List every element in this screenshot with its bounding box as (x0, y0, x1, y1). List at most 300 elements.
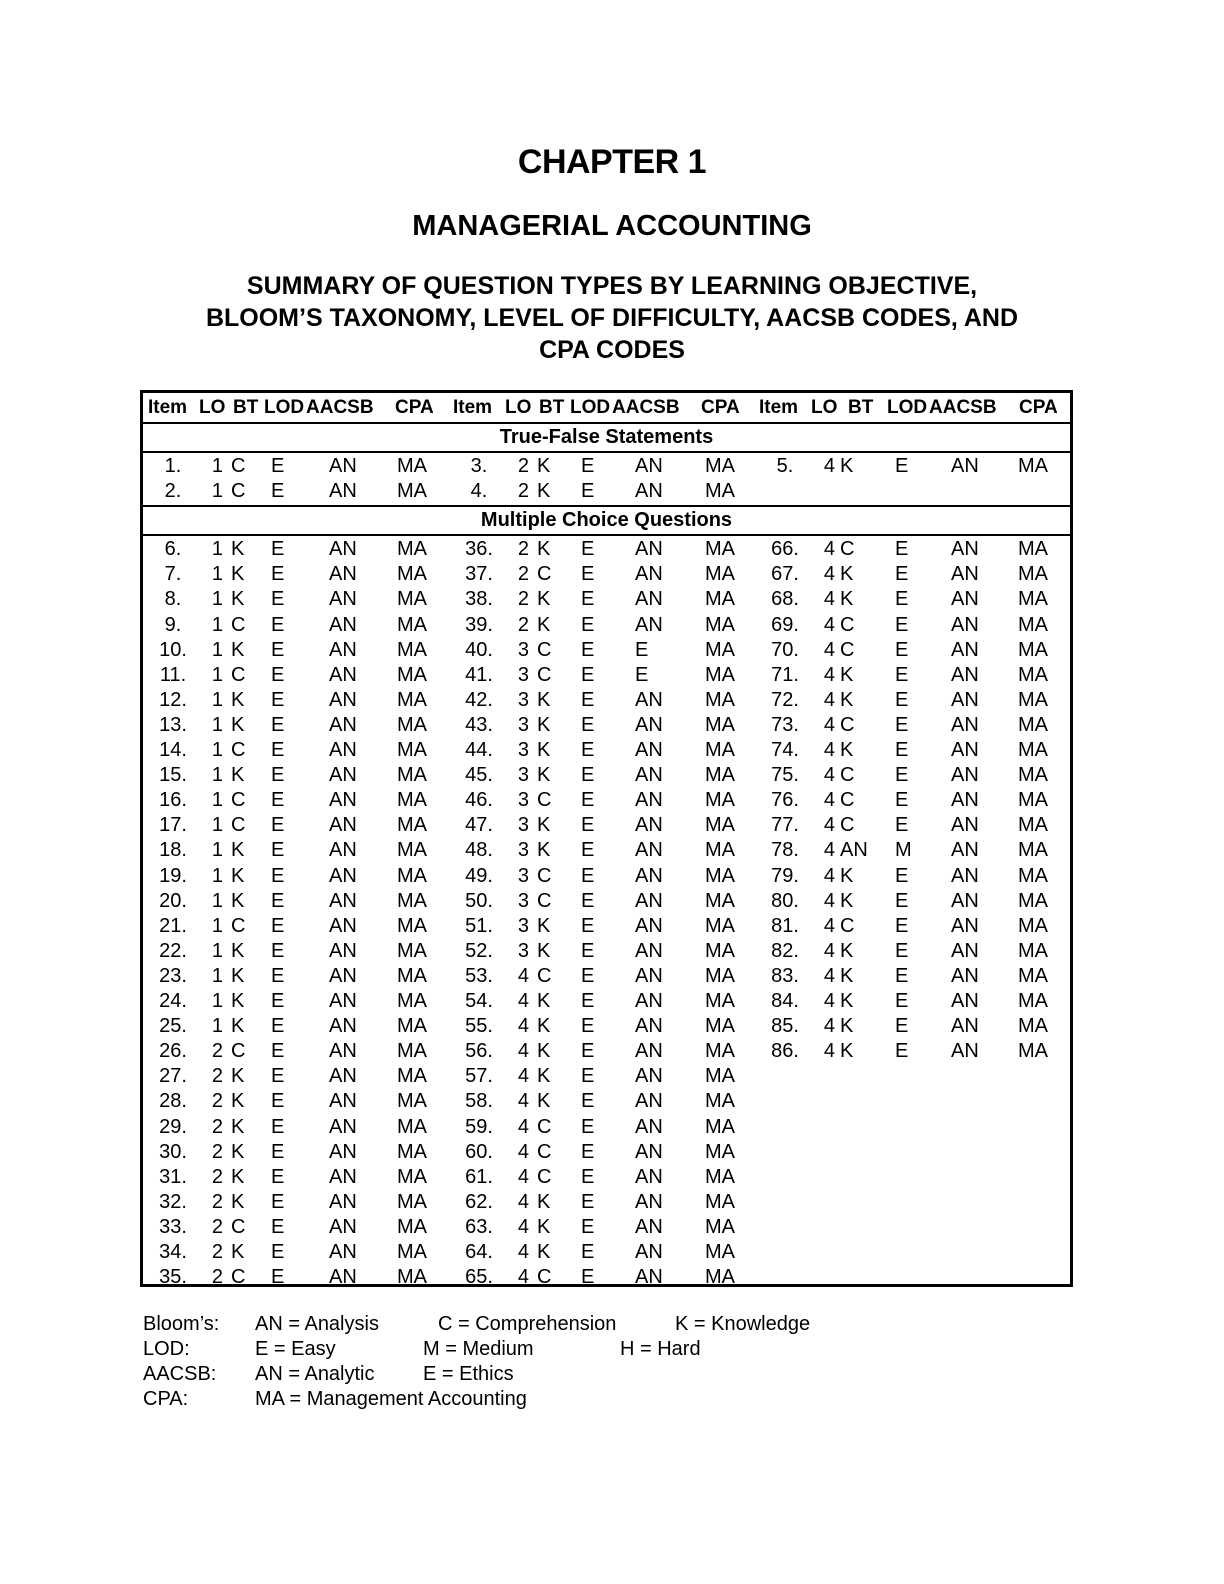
legend-item: E = Easy (255, 1338, 336, 1360)
cell-lo: 4 (517, 1266, 529, 1289)
cell-aacsb: AN (329, 1015, 357, 1038)
cell-bt: C (537, 663, 552, 686)
cell-lo: 4 (823, 1040, 835, 1063)
cell-lod: E (581, 480, 595, 503)
cell-bt: C (231, 1040, 246, 1063)
cell-bt: K (537, 1090, 551, 1113)
cell-lo: 4 (517, 1190, 529, 1213)
table-row (143, 813, 1070, 838)
table-row (143, 663, 1070, 688)
table-row (143, 738, 1070, 763)
cell-bt: K (840, 889, 854, 912)
cell-aacsb: AN (635, 1215, 663, 1238)
cell-lo: 1 (211, 814, 223, 837)
cell-aacsb: AN (951, 663, 979, 686)
cell-aacsb: AN (329, 663, 357, 686)
cell-lod: E (895, 964, 909, 987)
cell-cpa: MA (397, 1241, 427, 1263)
cell-aacsb: AN (329, 914, 357, 937)
cell-aacsb: AN (635, 538, 663, 561)
cell-aacsb: AN (635, 563, 663, 586)
column-header-cpa: CPA (701, 397, 740, 418)
cell-lo: 1 (211, 889, 223, 912)
cell-lod: E (271, 1165, 285, 1188)
cell-aacsb: AN (329, 1165, 357, 1188)
cell-cpa: MA (397, 764, 427, 787)
cell-bt: K (537, 939, 551, 962)
table-row (143, 864, 1070, 889)
cell-item: 51. (465, 914, 493, 937)
cell-item: 3. (470, 455, 488, 477)
cell-lo: 4 (823, 638, 835, 661)
cell-aacsb: AN (951, 764, 979, 787)
summary-line: SUMMARY OF QUESTION TYPES BY LEARNING OBJECTIVE, (246, 272, 978, 300)
cell-lod: E (271, 939, 285, 962)
column-header-bt: BT (539, 397, 565, 418)
cell-lod: E (581, 1190, 595, 1213)
table-row (143, 1240, 1070, 1265)
cell-aacsb: AN (635, 588, 663, 611)
cell-lo: 3 (517, 914, 529, 937)
cell-lod: E (581, 939, 595, 962)
cell-item: 43. (465, 713, 493, 736)
cell-bt: C (537, 1165, 552, 1188)
cell-bt: C (537, 789, 552, 812)
cell-item: 10. (159, 638, 187, 661)
cell-aacsb: AN (635, 914, 663, 937)
cell-item: 50. (465, 889, 493, 912)
cell-bt: C (231, 1215, 246, 1238)
cell-bt: K (231, 588, 245, 611)
cell-cpa: MA (705, 538, 735, 561)
cell-lo: 4 (823, 764, 835, 787)
cell-lod: E (895, 613, 909, 636)
cell-item: 39. (465, 613, 493, 636)
cell-lod: E (895, 638, 909, 661)
column-header-item: Item (759, 397, 799, 418)
cell-lo: 2 (211, 1115, 223, 1138)
cell-cpa: MA (705, 990, 735, 1012)
cell-item: 66. (771, 538, 799, 561)
cell-lo: 4 (823, 1015, 835, 1038)
cell-cpa: MA (705, 1140, 735, 1163)
cell-bt: K (840, 1040, 854, 1063)
cell-bt: K (840, 1015, 854, 1038)
column-header-lod: LOD (264, 397, 305, 418)
summary-heading (0, 270, 1224, 366)
cell-item: 19. (159, 864, 187, 887)
cell-cpa: MA (705, 1115, 735, 1138)
cell-cpa: MA (1018, 1040, 1048, 1063)
cell-lo: 1 (211, 914, 223, 937)
cell-aacsb: AN (329, 563, 357, 586)
cell-item: 8. (164, 588, 182, 611)
cell-aacsb: AN (951, 638, 979, 661)
cell-aacsb: AN (951, 1040, 979, 1063)
cell-lod: E (581, 889, 595, 912)
cell-cpa: MA (1018, 939, 1048, 962)
cell-item: 12. (159, 688, 187, 711)
cell-cpa: MA (397, 1040, 427, 1063)
cell-lod: E (581, 1015, 595, 1038)
cell-lod: E (581, 1266, 595, 1289)
cell-lo: 1 (211, 638, 223, 661)
cell-item: 29. (159, 1115, 187, 1138)
cell-item: 27. (159, 1065, 187, 1088)
cell-item: 34. (159, 1241, 187, 1263)
cell-aacsb: AN (329, 1065, 357, 1088)
cell-lod: E (271, 864, 285, 887)
cell-lod: E (895, 814, 909, 837)
table-row (143, 889, 1070, 914)
cell-item: 78. (771, 839, 799, 862)
cell-lo: 4 (517, 1140, 529, 1163)
cell-lod: E (581, 455, 595, 477)
cell-bt: C (840, 814, 855, 837)
cell-item: 42. (465, 688, 493, 711)
cell-bt: C (840, 914, 855, 937)
cell-item: 76. (771, 789, 799, 812)
cell-aacsb: E (635, 663, 649, 686)
cell-item: 6. (164, 538, 182, 561)
column-header-lod: LOD (570, 397, 611, 418)
cell-lod: E (895, 1015, 909, 1038)
cell-cpa: MA (397, 839, 427, 862)
cell-aacsb: AN (329, 613, 357, 636)
cell-lo: 1 (211, 563, 223, 586)
cell-aacsb: AN (635, 1015, 663, 1038)
legend-item: M = Medium (423, 1338, 534, 1360)
cell-lo: 3 (517, 739, 529, 761)
cell-lod: E (895, 588, 909, 611)
cell-lo: 3 (517, 939, 529, 962)
cell-cpa: MA (1018, 538, 1048, 561)
cell-lo: 2 (517, 613, 529, 636)
table-row (143, 989, 1070, 1014)
column-header-aacsb: AACSB (612, 397, 680, 418)
cell-bt: K (840, 563, 854, 586)
table-row (143, 1140, 1070, 1165)
table-row (143, 638, 1070, 663)
cell-cpa: MA (705, 839, 735, 862)
cell-lod: E (271, 638, 285, 661)
cell-lod: E (895, 739, 909, 761)
cell-cpa: MA (397, 455, 427, 477)
cell-item: 17. (159, 814, 187, 837)
cell-bt: C (537, 1140, 552, 1163)
cell-bt: K (231, 1140, 245, 1163)
cell-item: 38. (465, 588, 493, 611)
cell-lod: E (271, 764, 285, 787)
cell-bt: C (231, 663, 246, 686)
cell-lod: E (581, 588, 595, 611)
cell-bt: C (537, 864, 552, 887)
cell-lo: 3 (517, 764, 529, 787)
cell-cpa: MA (397, 563, 427, 586)
cell-lo: 1 (211, 864, 223, 887)
cell-bt: C (537, 1266, 552, 1289)
cell-item: 26. (159, 1040, 187, 1063)
cell-cpa: MA (397, 1266, 427, 1289)
cell-item: 4. (470, 480, 488, 503)
cell-bt: K (537, 538, 551, 561)
cell-aacsb: AN (329, 1241, 357, 1263)
cell-bt: K (840, 663, 854, 686)
cell-cpa: MA (705, 1040, 735, 1063)
chapter-title: CHAPTER 1 (517, 143, 707, 181)
cell-lo: 2 (211, 1215, 223, 1238)
cell-aacsb: AN (329, 964, 357, 987)
cell-aacsb: AN (329, 638, 357, 661)
cell-item: 64. (465, 1241, 493, 1263)
cell-lo: 4 (517, 1215, 529, 1238)
cell-cpa: MA (705, 480, 735, 503)
column-header-bt: BT (848, 397, 874, 418)
cell-lod: E (271, 1040, 285, 1063)
table-header-row (143, 393, 1070, 422)
table-row (143, 1115, 1070, 1140)
cell-item: 48. (465, 839, 493, 862)
table-row (143, 763, 1070, 788)
cell-aacsb: AN (329, 739, 357, 761)
section-rule (143, 451, 1070, 453)
cell-aacsb: AN (951, 455, 979, 477)
cell-item: 81. (771, 914, 799, 937)
table-row (143, 537, 1070, 562)
cell-lod: E (271, 990, 285, 1012)
cell-aacsb: AN (635, 789, 663, 812)
cell-cpa: MA (397, 990, 427, 1012)
cell-lo: 2 (517, 538, 529, 561)
cell-aacsb: AN (951, 1015, 979, 1038)
cell-item: 75. (771, 764, 799, 787)
cell-bt: K (231, 1241, 245, 1263)
legend-item: AN = Analytic (255, 1363, 375, 1385)
table-row (143, 1190, 1070, 1215)
cell-aacsb: AN (329, 1266, 357, 1289)
cell-item: 28. (159, 1090, 187, 1113)
cell-aacsb: AN (329, 1090, 357, 1113)
cell-item: 83. (771, 964, 799, 987)
cell-aacsb: AN (951, 563, 979, 586)
cell-aacsb: AN (951, 713, 979, 736)
cell-lo: 3 (517, 839, 529, 862)
cell-aacsb: AN (635, 480, 663, 503)
column-header-lo: LO (199, 397, 226, 418)
cell-lo: 2 (211, 1266, 223, 1289)
cell-item: 47. (465, 814, 493, 837)
cell-lod: E (271, 1015, 285, 1038)
cell-bt: C (840, 764, 855, 787)
cell-lod: E (271, 588, 285, 611)
cell-item: 70. (771, 638, 799, 661)
column-header-item: Item (453, 397, 493, 418)
cell-bt: K (840, 455, 854, 477)
cell-item: 63. (465, 1215, 493, 1238)
cell-lo: 2 (211, 1065, 223, 1088)
column-header-lo: LO (811, 397, 838, 418)
cell-bt: K (537, 1040, 551, 1063)
cell-aacsb: AN (635, 864, 663, 887)
legend-label: Bloom’s: (143, 1313, 220, 1335)
cell-cpa: MA (397, 939, 427, 962)
cell-lod: E (271, 1090, 285, 1113)
cell-lod: E (895, 889, 909, 912)
cell-cpa: MA (705, 739, 735, 761)
cell-lo: 2 (211, 1040, 223, 1063)
cell-item: 13. (159, 713, 187, 736)
cell-bt: AN (840, 839, 868, 862)
cell-cpa: MA (705, 1015, 735, 1038)
cell-cpa: MA (705, 663, 735, 686)
column-header-cpa: CPA (395, 397, 434, 418)
cell-cpa: MA (397, 713, 427, 736)
cell-bt: C (231, 1266, 246, 1289)
subject-title: MANAGERIAL ACCOUNTING (412, 210, 812, 242)
cell-item: 16. (159, 789, 187, 812)
cell-aacsb: AN (635, 839, 663, 862)
cell-lo: 4 (823, 739, 835, 761)
cell-lod: E (271, 663, 285, 686)
cell-item: 41. (465, 663, 493, 686)
cell-lod: E (895, 939, 909, 962)
cell-lo: 4 (823, 939, 835, 962)
cell-item: 37. (465, 563, 493, 586)
cell-bt: K (840, 739, 854, 761)
legend-item: H = Hard (620, 1338, 701, 1360)
cell-cpa: MA (705, 1090, 735, 1113)
cell-bt: K (537, 480, 551, 503)
cell-lod: E (581, 739, 595, 761)
cell-bt: K (231, 563, 245, 586)
cell-aacsb: AN (329, 713, 357, 736)
cell-item: 79. (771, 864, 799, 887)
cell-lod: E (271, 1065, 285, 1088)
cell-aacsb: AN (635, 964, 663, 987)
cell-lo: 4 (517, 964, 529, 987)
cell-aacsb: AN (329, 1215, 357, 1238)
table-row (143, 1265, 1070, 1290)
cell-cpa: MA (705, 964, 735, 987)
question-summary-table (140, 390, 1073, 1287)
cell-lod: E (581, 688, 595, 711)
cell-cpa: MA (397, 789, 427, 812)
cell-bt: K (840, 864, 854, 887)
cell-cpa: MA (1018, 764, 1048, 787)
cell-lo: 4 (517, 1165, 529, 1188)
cell-item: 2. (164, 480, 182, 503)
section-rule (143, 534, 1070, 536)
cell-lo: 3 (517, 814, 529, 837)
cell-bt: K (231, 1090, 245, 1113)
cell-lod: E (895, 713, 909, 736)
cell-bt: C (840, 613, 855, 636)
cell-lo: 1 (211, 713, 223, 736)
cell-cpa: MA (705, 1190, 735, 1213)
cell-lo: 1 (211, 939, 223, 962)
cell-bt: K (840, 990, 854, 1012)
cell-cpa: MA (397, 1115, 427, 1138)
cell-lod: E (581, 1040, 595, 1063)
cell-cpa: MA (1018, 713, 1048, 736)
cell-lo: 1 (211, 964, 223, 987)
cell-bt: K (840, 939, 854, 962)
cell-lod: E (271, 914, 285, 937)
cell-lo: 2 (517, 455, 529, 477)
cell-lod: E (581, 839, 595, 862)
cell-cpa: MA (705, 1266, 735, 1289)
table-row (143, 1014, 1070, 1039)
cell-bt: K (840, 588, 854, 611)
cell-lod: E (581, 990, 595, 1012)
cell-lo: 2 (211, 1165, 223, 1188)
cell-bt: K (231, 638, 245, 661)
cell-lod: E (895, 990, 909, 1012)
cell-aacsb: AN (329, 538, 357, 561)
cell-aacsb: AN (635, 1266, 663, 1289)
cell-aacsb: AN (635, 613, 663, 636)
cell-bt: K (537, 588, 551, 611)
cell-cpa: MA (397, 864, 427, 887)
cell-item: 33. (159, 1215, 187, 1238)
cell-lo: 4 (517, 1115, 529, 1138)
cell-item: 25. (159, 1015, 187, 1038)
cell-aacsb: AN (951, 688, 979, 711)
cell-item: 72. (771, 688, 799, 711)
cell-aacsb: E (635, 638, 649, 661)
cell-cpa: MA (397, 1015, 427, 1038)
cell-lo: 2 (211, 1140, 223, 1163)
cell-aacsb: AN (329, 839, 357, 862)
cell-lo: 4 (517, 990, 529, 1012)
cell-bt: C (537, 889, 552, 912)
cell-bt: C (840, 538, 855, 561)
legend-label: CPA: (143, 1388, 189, 1410)
cell-item: 15. (159, 764, 187, 787)
cell-cpa: MA (705, 764, 735, 787)
cell-lod: E (581, 1140, 595, 1163)
cell-bt: K (231, 713, 245, 736)
cell-aacsb: AN (635, 1065, 663, 1088)
cell-lod: E (271, 1215, 285, 1238)
cell-bt: C (231, 480, 246, 503)
cell-lo: 4 (517, 1065, 529, 1088)
cell-item: 68. (771, 588, 799, 611)
cell-cpa: MA (397, 889, 427, 912)
cell-lo: 4 (823, 839, 835, 862)
cell-bt: C (537, 964, 552, 987)
cell-bt: K (840, 688, 854, 711)
cell-lod: E (581, 538, 595, 561)
cell-lo: 1 (211, 480, 223, 503)
cell-lo: 3 (517, 889, 529, 912)
cell-lod: E (895, 563, 909, 586)
cell-aacsb: AN (951, 839, 979, 862)
cell-cpa: MA (705, 939, 735, 962)
cell-lod: E (271, 1190, 285, 1213)
table-row (143, 454, 1070, 479)
cell-lo: 1 (211, 613, 223, 636)
cell-lo: 1 (211, 663, 223, 686)
cell-aacsb: AN (329, 814, 357, 837)
cell-bt: C (231, 814, 246, 837)
cell-item: 31. (159, 1165, 187, 1188)
column-header-aacsb: AACSB (306, 397, 374, 418)
column-header-cpa: CPA (1019, 397, 1058, 418)
cell-lo: 3 (517, 663, 529, 686)
cell-lo: 4 (823, 964, 835, 987)
cell-lod: E (581, 814, 595, 837)
